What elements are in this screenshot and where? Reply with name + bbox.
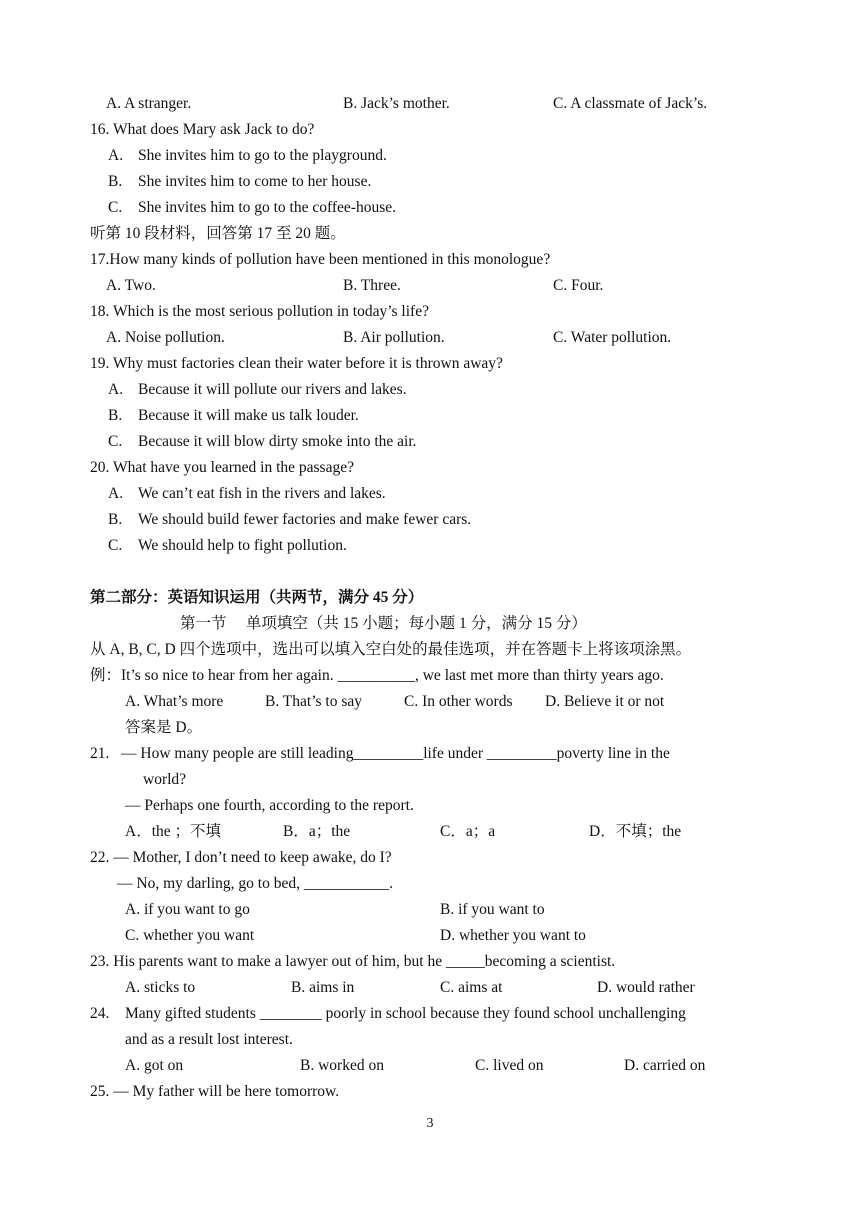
part2-title: 第二部分：英语知识运用（共两节，满分 45 分） (90, 589, 424, 606)
q19-option-b (108, 406, 359, 426)
q17-option-a: A. Two. (106, 277, 156, 294)
option-mark: A. (108, 485, 124, 502)
option-text: We can’t eat fish in the rivers and lakes. (138, 485, 386, 502)
q22-line2: — No, my darling, go to bed, ___________. (117, 875, 393, 892)
q18-option-c: C. Water pollution. (553, 329, 672, 346)
option-text: Because it will make us talk louder. (138, 407, 359, 424)
q20-stem: 20. What have you learned in the passage? (90, 459, 354, 476)
q17-option-c: C. Four. (553, 277, 604, 294)
option-mark: C. (108, 199, 123, 216)
q15-option-a: A. A stranger. (106, 95, 192, 112)
option-mark: B. (108, 511, 123, 528)
q22-option-c: C. whether you want (125, 927, 255, 944)
example-option-a: A. What’s more (125, 693, 224, 710)
q23-stem: 23. His parents want to make a lawyer out of him, but he _____becoming a scientist. (90, 953, 616, 970)
q24-option-d: D. carried on (624, 1057, 706, 1074)
q21-option-c: C．a；a (440, 823, 496, 840)
q21-option-d: D．不填；the (589, 823, 682, 840)
q20-option-a (108, 484, 386, 504)
q16-option-b (108, 172, 371, 192)
q21-option-b: B．a；the (283, 823, 351, 840)
q24-line2: and as a result lost interest. (125, 1031, 293, 1048)
q23-option-a: A. sticks to (125, 979, 196, 996)
section1-instruction: 从 A, B, C, D 四个选项中，选出可以填入空白处的最佳选项，并在答题卡上将该项涂黑。 (90, 641, 692, 658)
option-mark: A. (108, 147, 124, 164)
q15-option-c: C. A classmate of Jack’s. (553, 95, 708, 112)
option-mark: C. (108, 433, 123, 450)
q23-option-c: C. aims at (440, 979, 503, 996)
example-option-c: C. In other words (404, 693, 513, 710)
q18-option-a: A. Noise pollution. (106, 329, 225, 346)
option-text: She invites him to go to the coffee-house. (138, 199, 396, 216)
option-text: She invites him to come to her house. (138, 173, 372, 190)
page-number: 3 (426, 1116, 434, 1131)
q21-option-a: A．the ；不填 (125, 823, 222, 840)
option-mark: B. (108, 173, 123, 190)
q24-option-c: C. lived on (475, 1057, 544, 1074)
q16-option-c (108, 198, 396, 218)
q23-option-b: B. aims in (291, 979, 355, 996)
q22-option-b: B. if you want to (440, 901, 545, 918)
q21-line1: — How many people are still leading_________life under _________poverty line in the (121, 745, 670, 762)
q21-number: 21. (90, 745, 110, 762)
section10-instruction: 听第 10 段材料，回答第 17 至 20 题。 (90, 225, 346, 242)
q24-number: 24. (90, 1005, 110, 1022)
q20-option-b (108, 510, 471, 530)
option-text: Because it will pollute our rivers and lakes. (138, 381, 407, 398)
q16-stem: 16. What does Mary ask Jack to do? (90, 121, 315, 138)
example-option-d: D. Believe it or not (545, 693, 665, 710)
q19-option-c (108, 432, 417, 452)
q18-option-b: B. Air pollution. (343, 329, 445, 346)
q19-stem: 19. Why must factories clean their water before it is thrown away? (90, 355, 503, 372)
section1-title: 第一节 单项填空（共 15 小题；每小题 1 分，满分 15 分） (180, 615, 587, 632)
option-mark: B. (108, 407, 123, 424)
q22-option-a: A. if you want to go (125, 901, 250, 918)
q15-option-b: B. Jack’s mother. (343, 95, 450, 112)
q16-option-a (108, 146, 387, 166)
q17-option-b: B. Three. (343, 277, 401, 294)
option-text: Because it will blow dirty smoke into the air. (138, 433, 417, 450)
q24-option-a: A. got on (125, 1057, 184, 1074)
q20-option-c (108, 536, 347, 556)
option-text: We should build fewer factories and make fewer cars. (138, 511, 472, 528)
example-stem: 例：It’s so nice to hear from her again. __________, we last met more than thirty years ago. (90, 667, 664, 684)
option-text: We should help to fight pollution. (138, 537, 347, 554)
q22-line1: 22. — Mother, I don’t need to keep awake, do I? (90, 849, 392, 866)
q17-stem: 17.How many kinds of pollution have been mentioned in this monologue? (90, 251, 551, 268)
q21-reply: — Perhaps one fourth, according to the report. (125, 797, 414, 814)
example-option-b: B. That’s to say (265, 693, 363, 710)
q18-stem: 18. Which is the most serious pollution in today’s life? (90, 303, 429, 320)
q24-line1: Many gifted students ________ poorly in school because they found school unchallenging (125, 1005, 686, 1022)
option-mark: A. (108, 381, 124, 398)
q21-line2: world? (143, 771, 187, 788)
q23-option-d: D. would rather (597, 979, 695, 996)
q22-option-d: D. whether you want to (440, 927, 586, 944)
option-mark: C. (108, 537, 123, 554)
q19-option-a (108, 380, 407, 400)
q24-option-b: B. worked on (300, 1057, 384, 1074)
option-text: She invites him to go to the playground. (138, 147, 387, 164)
example-answer: 答案是 D。 (125, 719, 203, 736)
q25-stem: 25. — My father will be here tomorrow. (90, 1083, 340, 1100)
